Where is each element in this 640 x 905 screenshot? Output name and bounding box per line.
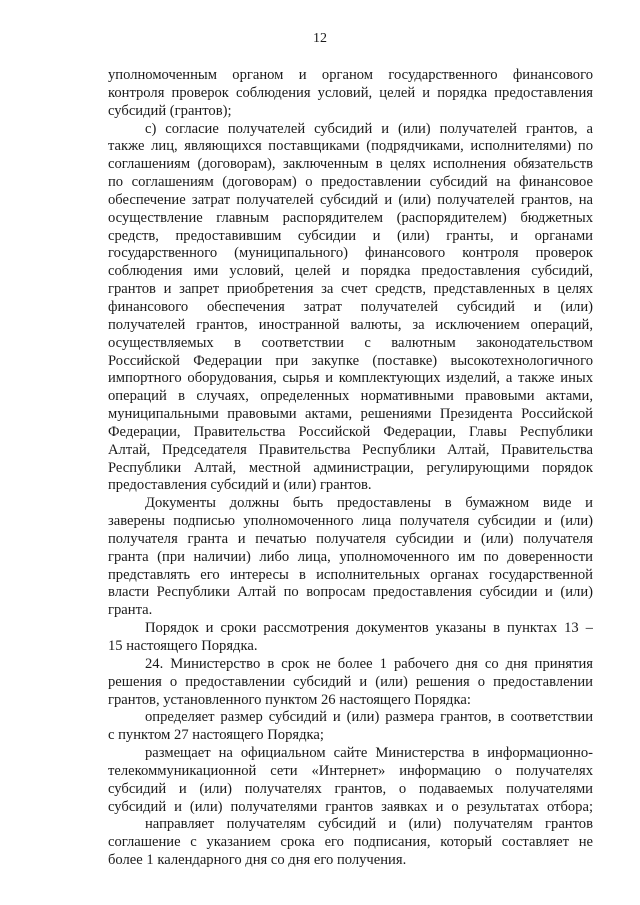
- text-line: также лиц, являющихся поставщиками (подрядчиками, исполнителями) по: [108, 138, 593, 155]
- text-line: по соглашениям (договорам) о предоставлении субсидий на финансовое: [108, 174, 593, 191]
- text-line: осуществляемых в соответствии с валютным законодательством: [108, 334, 593, 351]
- text-line: субсидий (грантов);: [108, 102, 232, 119]
- text-line: телекоммуникационной сети «Интернет» информацию о получателях: [108, 762, 593, 779]
- text-line: 24. Министерство в срок не более 1 рабочего дня со дня принятия: [145, 655, 593, 672]
- text-line: размещает на официальном сайте Министерства в информационно-: [145, 745, 593, 762]
- text-line: государственного (муниципального) финансового контроля проверок: [108, 245, 593, 262]
- text-line: соблюдения ими условий, целей и порядка предоставления субсидий,: [108, 263, 593, 280]
- text-line: более 1 календарного дня со дня его получения.: [108, 852, 407, 869]
- text-line: финансового обеспечения затрат получателей субсидий и (или): [108, 298, 593, 315]
- text-line: Документы должны быть предоставлены в бумажном виде и: [145, 495, 593, 512]
- text-line: 15 настоящего Порядка.: [108, 638, 258, 654]
- page-number: 12: [313, 31, 327, 46]
- text-line: заверены подписью уполномоченного лица получателя субсидии и (или): [108, 513, 593, 530]
- text-line: обеспечение затрат получателей субсидий и (или) получателей грантов, на: [108, 191, 593, 208]
- text-line: субсидий и (или) получателях грантов, о подаваемых получателями: [108, 780, 593, 797]
- text-line: осуществление главным распорядителем (распорядителем) бюджетных: [108, 209, 593, 226]
- text-line: уполномоченным органом и органом государственного финансового: [108, 67, 593, 83]
- text-line: Федерации, Правительства Российской Федерации, Главы Республики: [108, 423, 593, 440]
- text-line: операций в случаях, определенных нормативными правовыми актами,: [108, 388, 593, 405]
- text-line: гранта.: [108, 602, 153, 619]
- text-line: Порядок и сроки рассмотрения документов указаны в пунктах 13 –: [145, 620, 593, 637]
- text-line: гранта (при наличии) либо лица, уполномоченного им по доверенности: [108, 548, 593, 565]
- text-line: Российской Федерации при закупке (поставке) высокотехнологичного: [108, 352, 593, 369]
- text-line: соглашение с указанием срока его подписания, который составляет не: [108, 834, 593, 851]
- text-line: с пунктом 27 настоящего Порядка;: [108, 727, 324, 744]
- text-line: грантов, установленного пунктом 26 настоящего Порядка:: [108, 691, 471, 708]
- text-line: решения о предоставлении субсидий и (или) решения о предоставлении: [108, 673, 593, 690]
- text-line: представлять его интересы в исполнительных органах государственной: [108, 566, 593, 583]
- text-line: предоставления субсидий и (или) грантов.: [108, 477, 372, 494]
- document-body: [108, 67, 593, 870]
- text-line: получателя гранта и печатью получателя субсидии и (или) получателя: [108, 530, 593, 547]
- text-line: соглашениям (договорам), заключенным в целях исполнения обязательств: [108, 156, 593, 173]
- text-line: власти Республики Алтай по вопросам предоставления субсидии и (или): [108, 584, 593, 601]
- text-line: контроля проверок соблюдения условий, целей и порядка предоставления: [108, 84, 593, 101]
- text-line: субсидий и (или) получателями грантов заявках и о результатах отбора;: [108, 798, 593, 815]
- text-line: направляет получателям субсидий и (или) получателям грантов: [145, 816, 593, 833]
- text-line: Алтай, Председателя Правительства Республики Алтай, Правительства: [108, 441, 593, 458]
- text-line: получателей грантов, иностранной валюты, за исключением операций,: [108, 316, 593, 333]
- text-line: импортного оборудования, сырья и комплектующих изделий, а также иных: [108, 370, 593, 387]
- text-line: с) согласие получателей субсидий и (или) получателей грантов, а: [145, 120, 593, 137]
- text-line: муниципальными правовыми актами, решениями Президента Российской: [108, 406, 593, 423]
- text-line: средств, предоставившим субсидии и (или) гранты, и органами: [108, 227, 593, 244]
- text-line: определяет размер субсидий и (или) размера грантов, в соответствии: [145, 709, 593, 726]
- text-line: Республики Алтай, местной администрации, регулирующими порядок: [108, 459, 593, 476]
- text-line: грантов и запрет приобретения за счет средств, представленных в целях: [108, 281, 593, 298]
